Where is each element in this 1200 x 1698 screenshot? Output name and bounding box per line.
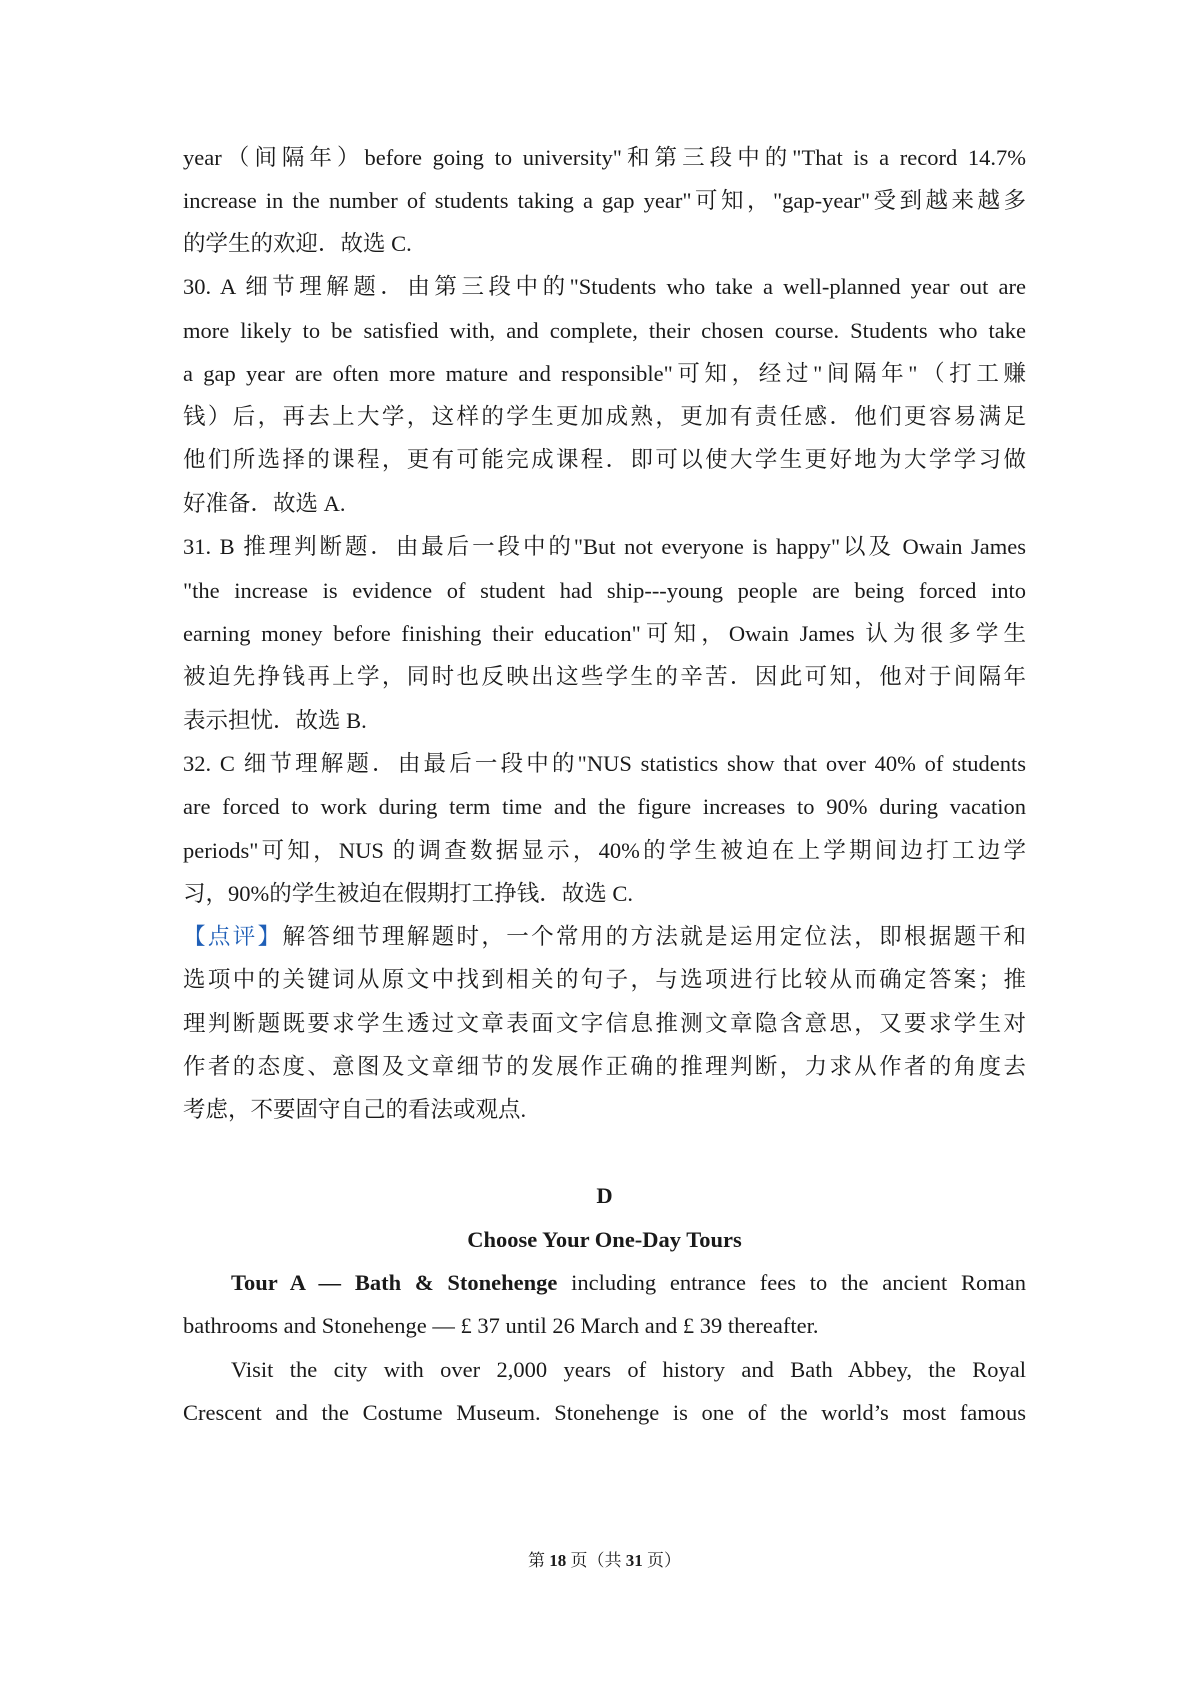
answer-line: 钱）后，再去上大学，这样的学生更加成熟，更加有责任感．他们更容易满足	[183, 404, 1026, 429]
tour-a-price: bathrooms and Stonehenge — £ 37 until 26 March and £ 39 thereafter.	[183, 1313, 819, 1338]
answer-line: are forced to work during term time and the figure increases to 90% during vacation	[183, 794, 1026, 819]
footer-prefix: 第	[528, 1551, 550, 1570]
answer-line: 30. A 细节理解题．由第三段中的"Students who take a well-planned year out are	[183, 274, 1026, 299]
comment-line: 选项中的关键词从原文中找到相关的句子，与选项进行比较从而确定答案；推	[183, 967, 1026, 992]
answer-line: 31. B 推理判断题．由最后一段中的"But not everyone is happy"以及 Owain James	[183, 534, 1026, 559]
tour-a-heading	[183, 1268, 1026, 1298]
footer-suffix: 页）	[642, 1551, 681, 1570]
section-letter: D	[596, 1183, 613, 1208]
footer-middle: 页（共	[566, 1551, 626, 1570]
answer-line: year（间隔年）before going to university"和第三段中的"That is a record 14.7%	[183, 145, 1026, 170]
comment-line: 作者的态度、意图及文章细节的发展作正确的推理判断，力求从作者的角度去	[183, 1054, 1026, 1079]
footer-page-number: 18	[549, 1551, 567, 1570]
answer-line: periods"可知，NUS 的调查数据显示，40%的学生被迫在上学期间边打工边学	[183, 838, 1026, 863]
answer-line: more likely to be satisfied with, and complete, their chosen course. Students who take	[183, 318, 1026, 343]
comment-line: 考虑，不要固守自己的看法或观点.	[183, 1097, 527, 1122]
answer-line: 他们所选择的课程，更有可能完成课程．即可以使大学生更好地为大学学习做	[183, 447, 1026, 472]
tour-a-name: Tour A — Bath & Stonehenge	[231, 1270, 558, 1295]
footer-total-pages: 31	[625, 1551, 643, 1570]
tour-a-visit-line: Crescent and the Costume Museum. Stonehenge is one of the world’s most famous	[183, 1400, 1026, 1425]
answer-line: "the increase is evidence of student had ship---young people are being forced into	[183, 578, 1026, 603]
answer-line: 的学生的欢迎．故选 C.	[183, 231, 412, 256]
comment-line: 理判断题既要求学生透过文章表面文字信息推测文章隐含意思，又要求学生对	[183, 1011, 1026, 1036]
section-title: Choose Your One-Day Tours	[467, 1227, 742, 1252]
comment-label: 【点评】	[183, 924, 283, 949]
answer-line: increase in the number of students taking a gap year"可知，"gap-year"受到越来越多	[183, 188, 1026, 213]
answer-line: 习，90%的学生被迫在假期打工挣钱．故选 C.	[183, 881, 634, 906]
answer-line: 32. C 细节理解题．由最后一段中的"NUS statistics show that over 40% of students	[183, 751, 1026, 776]
page-footer	[183, 1550, 1026, 1572]
comment-first-line	[183, 922, 1026, 952]
comment-text: 解答细节理解题时，一个常用的方法就是运用定位法，即根据题干和	[282, 924, 1026, 949]
answer-line: a gap year are often more mature and responsible"可知，经过"间隔年"（打工赚	[183, 361, 1026, 386]
answer-line: earning money before finishing their education"可知，Owain James 认为很多学生	[183, 621, 1026, 646]
answer-line: 被迫先挣钱再上学，同时也反映出这些学生的辛苦．因此可知，他对于间隔年	[183, 664, 1026, 689]
answer-line: 好准备．故选 A.	[183, 491, 346, 516]
tour-a-desc: including entrance fees to the ancient Roman	[557, 1270, 1026, 1295]
tour-a-visit-line: Visit the city with over 2,000 years of history and Bath Abbey, the Royal	[231, 1357, 1026, 1382]
answer-line: 表示担忧．故选 B.	[183, 708, 367, 733]
